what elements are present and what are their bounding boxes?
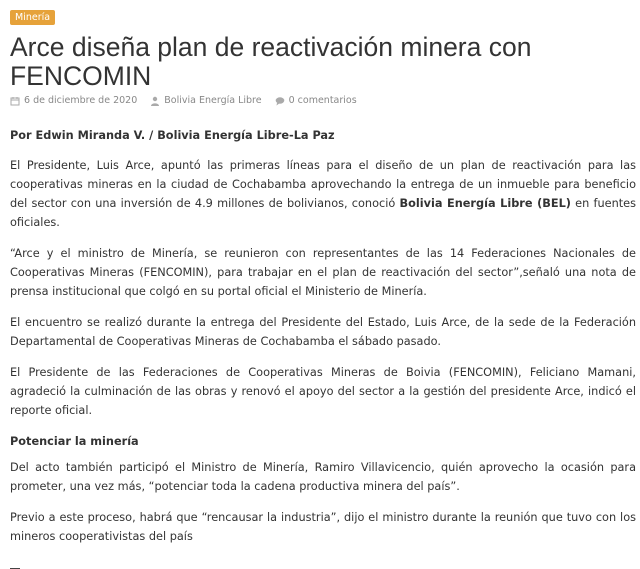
category-badge[interactable]: Minería	[10, 10, 55, 25]
paragraph-4: El Presidente de las Federaciones de Cooperativas Mineras de Boivia (FENCOMIN), Feliciano Mamani, agradeció la culminación de las obras y renovó el apoyo del sector a la gestión del presidente Arce, indicó el reporte oficial.	[10, 366, 636, 417]
paragraph-5: Del acto también participó el Ministro de Minería, Ramiro Villavicencio, quién aprovecho la ocasión para prometer, una vez más, “potenciar toda la cadena productiva minera del país”.	[10, 461, 636, 493]
paragraph-6: Previo a este proceso, habrá que “rencausar la industria”, dijo el ministro durante la reunión que tuvo con los mineros cooperativistas del país	[10, 511, 636, 543]
comment-icon	[275, 96, 285, 106]
paragraph-1-text-a: El Presidente, Luis Arce, apuntó las primeras líneas para el diseño de un plan de reactivación para las cooperativas mineras en la ciudad de Cochabamba aprovechando la entrega de un inmueble para beneficio del sector con una inversión de 4.9 millones de bolivianos, conoció	[10, 159, 636, 210]
article-title: Arce diseña plan de reactivación minera con FENCOMIN	[10, 32, 532, 91]
byline: Por Edwin Miranda V. / Bolivia Energía Libre-La Paz	[10, 129, 335, 142]
article-body	[10, 126, 636, 569]
paragraph-1	[10, 156, 636, 232]
paragraph-3: El encuentro se realizó durante la entrega del Presidente del Estado, Luis Arce, de la sede de la Federación Departamental de Cooperativas Mineras de Cochabamba el sábado pasado.	[10, 316, 636, 348]
calendar-icon	[10, 96, 20, 106]
meta-author[interactable]	[150, 95, 261, 106]
paragraph-1-text-b: en fuentes oficiales.	[10, 197, 637, 229]
subheading: Potenciar la minería	[10, 435, 139, 448]
meta-date[interactable]	[10, 95, 137, 106]
paragraph-2: “Arce y el ministro de Minería, se reunieron con representantes de las 14 Federaciones Nacionales de Cooperativas Mineras (FENCOMIN), para trabajar en el plan de reactivación del sector”,señaló una nota de prensa institucional que colgó en su portal oficial el Ministerio de Minería.	[10, 247, 636, 298]
meta-comments-text[interactable]: 0 comentarios	[288, 95, 357, 106]
user-icon	[150, 96, 160, 106]
meta-author-text[interactable]: Bolivia Energía Libre	[164, 95, 262, 106]
meta-date-text[interactable]: 6 de diciembre de 2020	[24, 95, 138, 106]
article-meta	[10, 95, 370, 106]
meta-comments[interactable]	[275, 95, 357, 106]
paragraph-1-bold: Bolivia Energía Libre (BEL)	[399, 197, 571, 210]
